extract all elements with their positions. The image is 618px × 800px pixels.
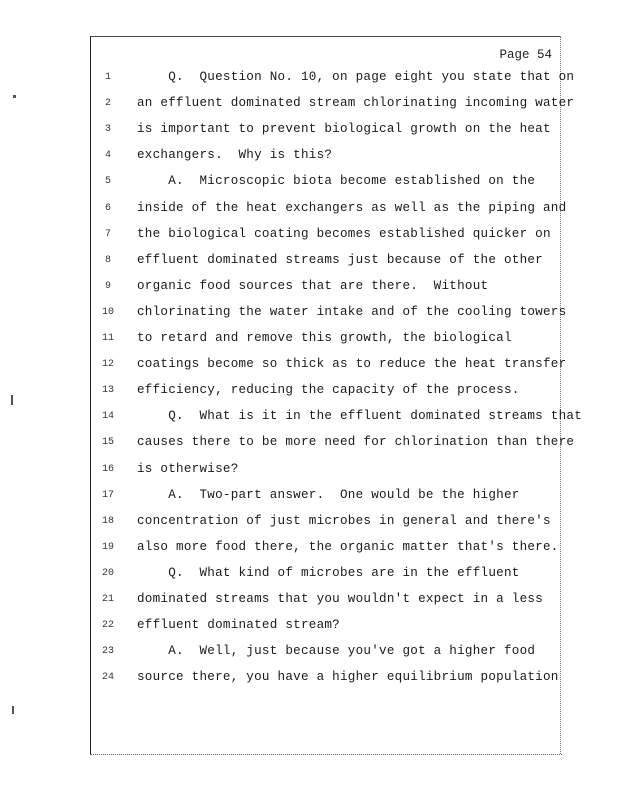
line-text: Q. What is it in the effluent dominated streams that bbox=[137, 409, 583, 424]
line-text: Q. Question No. 10, on page eight you state that on bbox=[137, 70, 575, 84]
line-text: source there, you have a higher equilibrium population bbox=[137, 670, 559, 685]
line-number: 10 bbox=[101, 306, 114, 318]
transcript-line bbox=[0, 462, 600, 482]
line-number: 15 bbox=[101, 437, 114, 449]
line-number: 11 bbox=[101, 333, 114, 344]
line-number: 18 bbox=[101, 515, 114, 527]
transcript-line bbox=[0, 174, 600, 194]
line-number: 4 bbox=[104, 150, 111, 162]
transcript-line bbox=[0, 201, 600, 221]
line-text: inside of the heat exchangers as well as the piping and bbox=[137, 200, 567, 215]
line-number: 13 bbox=[101, 385, 114, 397]
line-text: effluent dominated streams just because of the other bbox=[137, 252, 543, 267]
transcript-line bbox=[0, 70, 600, 90]
transcript-line bbox=[0, 409, 600, 429]
transcript-line bbox=[0, 514, 600, 534]
line-number: 9 bbox=[104, 280, 111, 292]
line-number: 5 bbox=[104, 176, 111, 188]
transcript-line bbox=[0, 253, 600, 273]
line-number: 17 bbox=[101, 489, 114, 501]
line-text: causes there to be more need for chlorination than there bbox=[137, 435, 575, 450]
line-number: 24 bbox=[101, 672, 114, 684]
transcript-line bbox=[0, 488, 600, 508]
line-text: concentration of just microbes in general and there's bbox=[137, 513, 551, 528]
line-text: is important to prevent biological growth on the heat bbox=[137, 122, 551, 137]
line-number: 16 bbox=[101, 463, 114, 475]
transcript-line bbox=[0, 540, 600, 560]
line-text: exchangers. Why is this? bbox=[137, 148, 333, 163]
line-text: effluent dominated stream? bbox=[137, 618, 340, 633]
line-text: the biological coating becomes established quicker on bbox=[137, 226, 551, 241]
line-number: 3 bbox=[104, 124, 111, 136]
line-text: Q. What kind of microbes are in the effluent bbox=[137, 565, 520, 580]
line-text: coatings become so thick as to reduce the heat transfer bbox=[137, 357, 567, 372]
transcript-line bbox=[0, 618, 600, 638]
transcript-line bbox=[0, 644, 600, 664]
line-number: 6 bbox=[104, 202, 111, 214]
line-text: organic food sources that are there. Without bbox=[137, 278, 489, 293]
transcript-line bbox=[0, 592, 600, 612]
line-text: chlorinating the water intake and of the cooling towers bbox=[137, 304, 567, 319]
line-text: efficiency, reducing the capacity of the process. bbox=[137, 383, 520, 398]
transcript-line bbox=[0, 670, 600, 690]
line-number: 2 bbox=[104, 98, 111, 110]
transcript-line bbox=[0, 435, 600, 455]
transcript-line bbox=[0, 305, 600, 325]
line-text: to retard and remove this growth, the biological bbox=[137, 331, 512, 345]
line-number: 19 bbox=[101, 541, 114, 553]
line-text: is otherwise? bbox=[137, 461, 239, 476]
line-text: also more food there, the organic matter that's there. bbox=[137, 539, 559, 554]
margin-speck bbox=[12, 706, 14, 714]
line-number: 23 bbox=[101, 646, 114, 658]
line-number: 20 bbox=[101, 567, 114, 579]
transcript-line bbox=[0, 357, 600, 377]
line-number: 1 bbox=[104, 72, 111, 83]
line-number: 22 bbox=[101, 620, 114, 632]
page-bottom-edge bbox=[90, 754, 562, 757]
line-text: an effluent dominated stream chlorinating incoming water bbox=[137, 96, 575, 111]
transcript-line bbox=[0, 279, 600, 299]
line-text: A. Two-part answer. One would be the higher bbox=[137, 487, 520, 502]
line-number: 12 bbox=[101, 359, 114, 371]
line-text: A. Well, just because you've got a higher food bbox=[137, 644, 536, 659]
transcript-line bbox=[0, 96, 600, 116]
transcript-line bbox=[0, 227, 600, 247]
transcript-line bbox=[0, 331, 600, 351]
line-number: 14 bbox=[101, 411, 114, 423]
line-number: 7 bbox=[104, 228, 111, 240]
line-number: 21 bbox=[101, 594, 114, 605]
line-text: dominated streams that you wouldn't expect in a less bbox=[137, 592, 543, 606]
transcript-line bbox=[0, 122, 600, 142]
line-number: 8 bbox=[104, 254, 111, 266]
line-text: A. Microscopic biota become established on the bbox=[137, 174, 536, 189]
transcript-line bbox=[0, 383, 600, 403]
transcript-line bbox=[0, 148, 600, 168]
page-number: Page 54 bbox=[499, 48, 552, 62]
transcript-line bbox=[0, 566, 600, 586]
